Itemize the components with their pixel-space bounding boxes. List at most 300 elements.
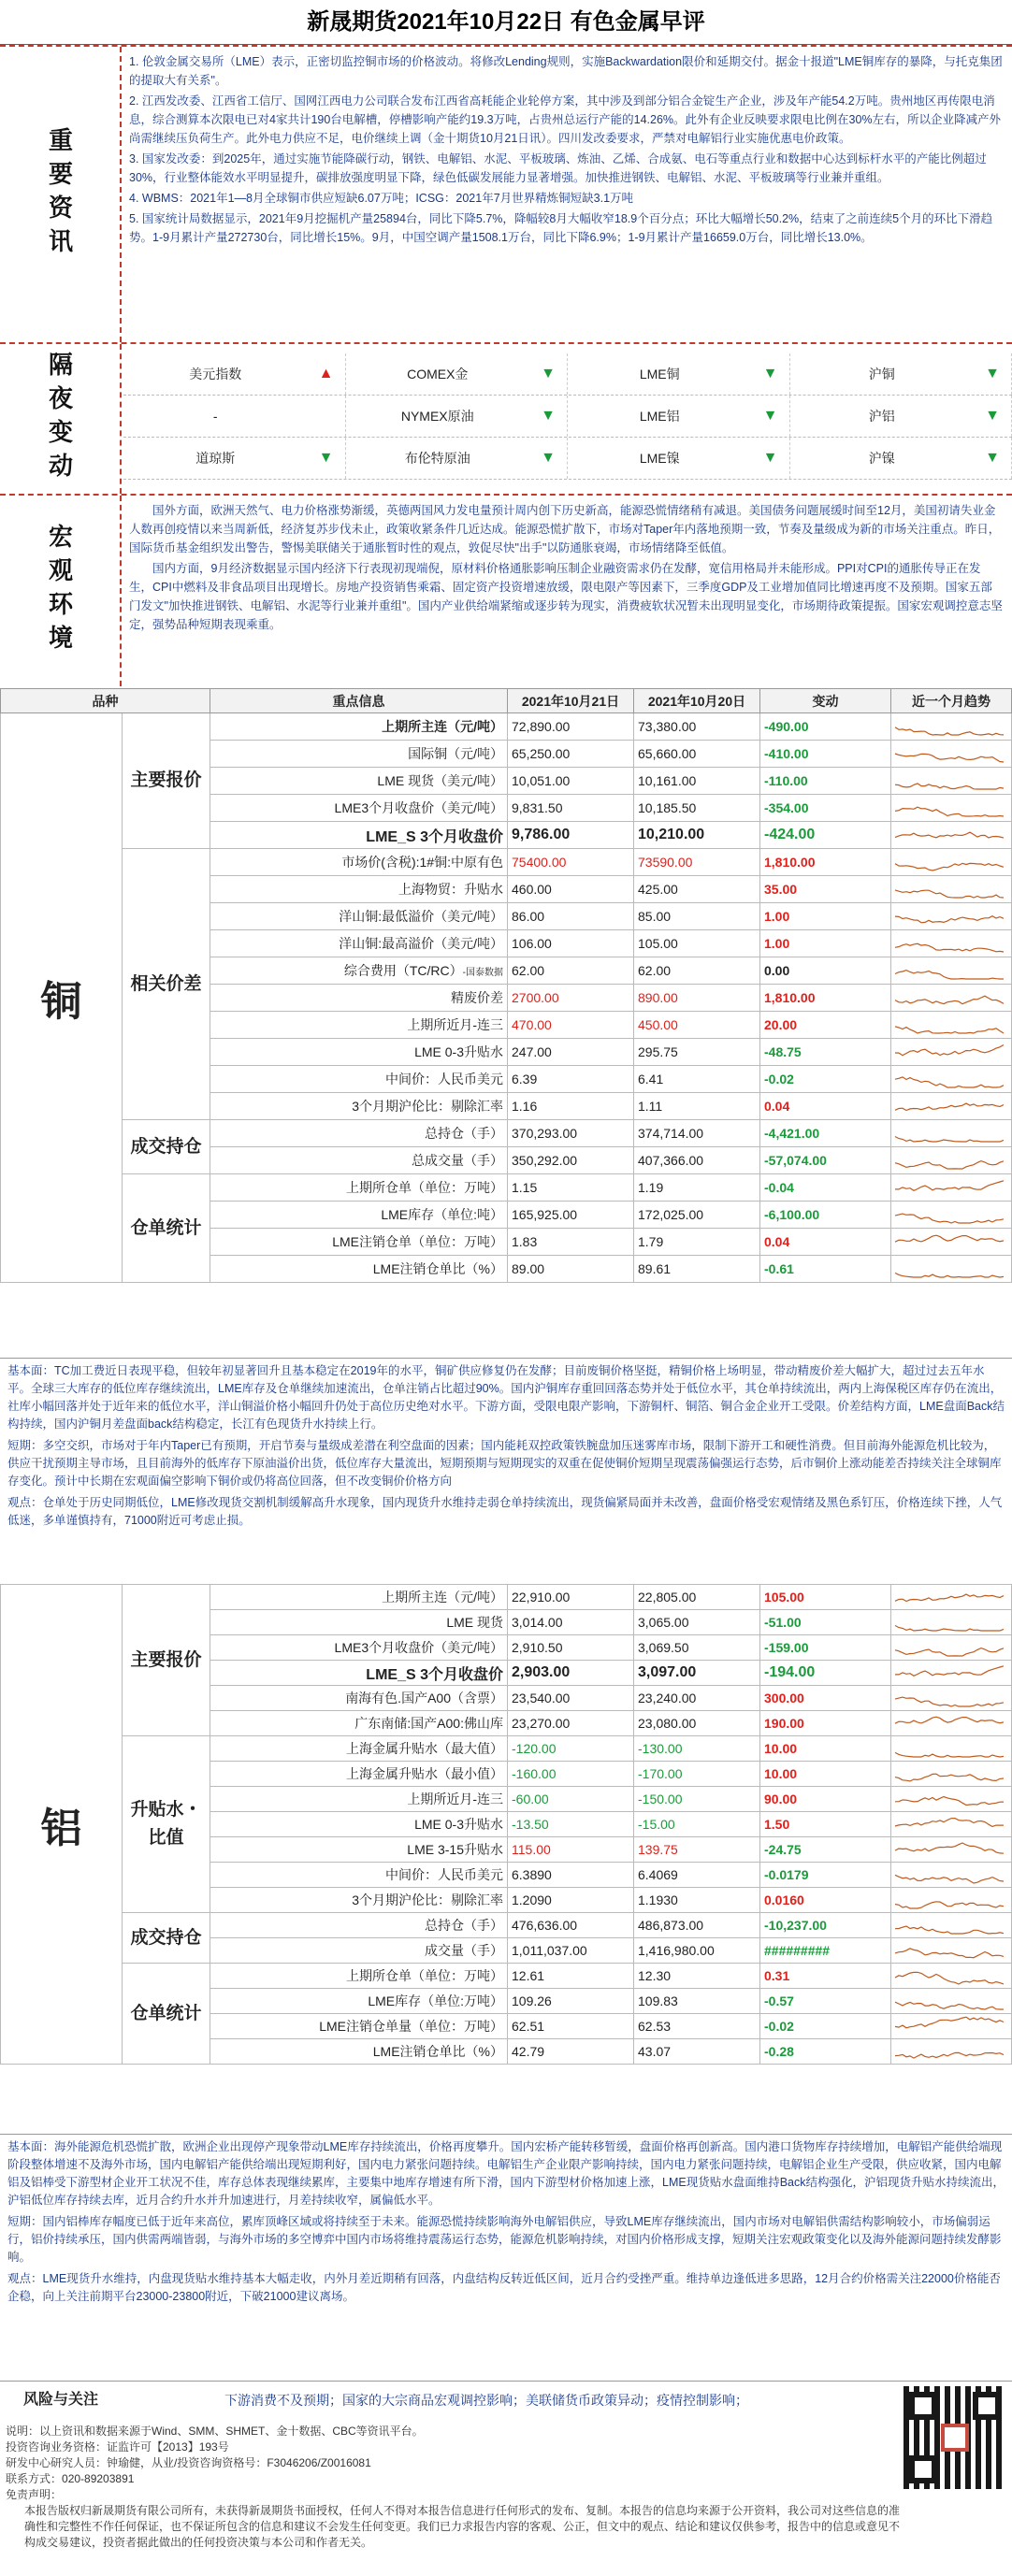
overnight-name: LME铜 bbox=[639, 367, 680, 381]
analysis-paragraph: 基本面：TC加工费近日表现平稳，但较年初显著回升且基本稳定在2019年的水平，铜矿供应修复仍在发酵；目前废铜价格坚挺，精铜价格上场明显，带动精废价差大幅扩大，超过过去五年水平。全球三大库存的低位库存继续流出，LME库存及仓单继续加速流出，仓单注销占比超过90%。国内沪铜库存重回回落态势并处于低位水平，其仓单持续流出，两内上海保税区库存仍在流出，社库小幅回落并处于近年来的低位水平，洋山铜溢价格小幅回升仍处于高位历史绝对水平。下游方面，受限电限产影响，下游铜杆、铜箔、铜合金企业开工受限。价差结构方面，LME盘面Back结构持续，国内沪铜月差盘面back结构稳定，长江有色现货升水持续上行。 bbox=[7, 1364, 1005, 1431]
trend-cell bbox=[891, 1989, 1012, 2014]
trend-cell bbox=[891, 795, 1012, 822]
trend-cell bbox=[891, 876, 1012, 903]
value-previous: 10,161.00 bbox=[634, 768, 760, 795]
item-label bbox=[210, 1938, 508, 1964]
item-label bbox=[210, 1762, 508, 1787]
macro-paragraph: 国内方面，9月经济数据显示国内经济下行表现初现端倪，原材料价格通胀影响压制企业融资需求仍在发酵，宽信用格局并未能形成。PPI对CPI的通胀传导正在发生，CPI中燃料及非食品项目出现增长。房地产投资销售乘霜、固定资产投资增速放缓，限电限产等因素下，三季度GDP及工业增加值同比增速再度不及预期。国家五部门发文"加快推进钢铁、电解铝、水泥等行业兼并重组"。国内产业供给端紧缩或逐步转为现实，消费疲软状况暂未出现明显变化，市场期待政策提振。国家宏观调控意志坚定，强势品种短期表现乘重。 bbox=[129, 562, 1003, 631]
trend-cell bbox=[891, 1736, 1012, 1762]
news-item: 3. 国家发改委：到2025年，通过实施节能降碳行动，钢铁、电解铝、水泥、平板玻璃、炼油、乙烯、合成氨、电石等重点行业和数据中心达到标杆水平的产能比例超过30%，行业整体能效水平明显提升，碳排放强度明显下降，绿色低碳发展能力显著增强。加快推进钢铁、电解铝、水泥、平板玻璃等行业兼并重组。 bbox=[129, 152, 987, 184]
aluminum-table bbox=[0, 1584, 1012, 2065]
value-change: 1,810.00 bbox=[760, 985, 891, 1012]
value-change: -110.00 bbox=[760, 768, 891, 795]
value-current: 1.15 bbox=[508, 1174, 634, 1202]
item-text: LME注销仓单（单位：万吨） bbox=[332, 1234, 503, 1249]
group-label: 相关价差 bbox=[123, 849, 210, 1120]
value-current: 9,786.00 bbox=[508, 822, 634, 849]
news-content bbox=[123, 47, 1008, 254]
value-previous: 3,069.50 bbox=[634, 1635, 760, 1661]
value-current: 12.61 bbox=[508, 1964, 634, 1989]
item-text: 总持仓（手） bbox=[425, 1918, 503, 1933]
trend-cell bbox=[891, 2014, 1012, 2039]
triangle-down-icon: ▼ bbox=[541, 366, 556, 381]
table-row bbox=[1, 1174, 1012, 1202]
trend-cell bbox=[891, 1147, 1012, 1174]
trend-cell bbox=[891, 985, 1012, 1012]
aluminum-notes bbox=[0, 2134, 1012, 2379]
item-text: LME3个月收盘价（美元/吨） bbox=[334, 800, 503, 815]
trend-cell bbox=[891, 1812, 1012, 1837]
value-change: -6,100.00 bbox=[760, 1202, 891, 1229]
value-current: 247.00 bbox=[508, 1039, 634, 1066]
item-label bbox=[210, 1863, 508, 1888]
overnight-name: 沪铜 bbox=[868, 367, 895, 381]
item-text: 上期所仓单（单位：万吨） bbox=[346, 1968, 503, 1983]
overnight-name: 布伦特原油 bbox=[404, 451, 470, 466]
overnight-cell bbox=[568, 396, 790, 437]
triangle-down-icon: ▼ bbox=[985, 450, 1000, 466]
group-label: 仓单统计 bbox=[123, 1174, 210, 1283]
item-label bbox=[210, 1120, 508, 1147]
item-label bbox=[210, 2039, 508, 2065]
value-previous: 62.53 bbox=[634, 2014, 760, 2039]
item-text: 上期所近月-连三 bbox=[407, 1792, 503, 1806]
triangle-down-icon: ▼ bbox=[318, 450, 334, 466]
value-current: 75400.00 bbox=[508, 849, 634, 876]
trend-sparkline bbox=[891, 1938, 1011, 1963]
value-change: 1,810.00 bbox=[760, 849, 891, 876]
overnight-name: 道琼斯 bbox=[195, 451, 236, 466]
trend-cell bbox=[891, 1938, 1012, 1964]
value-current: -120.00 bbox=[508, 1736, 634, 1762]
value-current: 2,903.00 bbox=[508, 1661, 634, 1686]
group-label: 主要报价 bbox=[123, 1585, 210, 1736]
item-label bbox=[210, 1989, 508, 2014]
value-current: 3,014.00 bbox=[508, 1610, 634, 1635]
item-label bbox=[210, 930, 508, 957]
item-text: 南海有色.国产A00（含票） bbox=[345, 1691, 503, 1705]
table-header-cell: 重点信息 bbox=[210, 689, 508, 713]
table-row bbox=[1, 1585, 1012, 1610]
item-label bbox=[210, 985, 508, 1012]
overnight-row bbox=[123, 396, 1012, 438]
item-label bbox=[210, 1661, 508, 1686]
value-previous: 6.41 bbox=[634, 1066, 760, 1093]
news-item: 4. WBMS：2021年1—8月全球铜市供应短缺6.07万吨；ICSG：2021年7月世界精炼铜短缺3.1万吨 bbox=[129, 192, 634, 205]
analysis-paragraph: 短期：国内铝棒库存幅度已低于近年来高位，累库顶峰区域或将持续至于未来。能源恐慌持续影响海外电解铝供应，导致LME库存继续流出，国内市场对电解铝供需结构影响较小，市场偏弱运行，铝价持续承压，国内供需两端皆弱，与海外市场的多空博弈中国内市场将维持震荡运行态势，能源危机影响持续，对国内价格形成支撑，短期关注宏观政策变化以及海外能源问题持续发酵影响。 bbox=[7, 2215, 1002, 2264]
value-change: -490.00 bbox=[760, 713, 891, 741]
overnight-cell bbox=[568, 438, 790, 479]
item-label bbox=[210, 1711, 508, 1736]
overnight-name: COMEX金 bbox=[407, 367, 469, 381]
trend-cell bbox=[891, 849, 1012, 876]
trend-cell bbox=[891, 1711, 1012, 1736]
value-previous: 1.19 bbox=[634, 1174, 760, 1202]
trend-sparkline bbox=[891, 1837, 1011, 1862]
trend-sparkline bbox=[891, 1686, 1011, 1710]
trend-sparkline bbox=[891, 1711, 1011, 1735]
value-previous: 3,097.00 bbox=[634, 1661, 760, 1686]
value-previous: 139.75 bbox=[634, 1837, 760, 1863]
item-label bbox=[210, 1686, 508, 1711]
news-item: 2. 江西发改委、江西省工信厅、国网江西电力公司联合发布江西省高耗能企业轮停方案，其中涉及到部分铝合金锭生产企业，涉及年产能54.2万吨。贵州地区再传限电消息，综合测算本次限电已对4家共计190台电解槽，停槽影响产能约19.3万吨，占贵州总运行产能的14.26%。此外有企业反映要求限电比例在30%左右，所以企业降减产外尚需继续压负荷生产。此外电力供应不足，电价继续上调（金十期货10月21日讯）。四川发改委要求，严禁对电解铝行业实施优惠电价政策。 bbox=[129, 94, 1002, 145]
metal-name: 铝 bbox=[1, 1585, 123, 2065]
group-label: 仓单统计 bbox=[123, 1964, 210, 2065]
value-previous: 450.00 bbox=[634, 1012, 760, 1039]
trend-sparkline bbox=[891, 1736, 1011, 1761]
macro-content bbox=[123, 496, 1008, 641]
trend-cell bbox=[891, 1787, 1012, 1812]
overnight-name: 沪铝 bbox=[868, 409, 895, 424]
value-current: 350,292.00 bbox=[508, 1147, 634, 1174]
trend-sparkline bbox=[891, 741, 1011, 766]
trend-cell bbox=[891, 1661, 1012, 1686]
value-previous: 1.1930 bbox=[634, 1888, 760, 1913]
value-previous: 374,714.00 bbox=[634, 1120, 760, 1147]
metal-name: 铜 bbox=[1, 713, 123, 1283]
value-current: 6.39 bbox=[508, 1066, 634, 1093]
value-current: 460.00 bbox=[508, 876, 634, 903]
trend-cell bbox=[891, 2039, 1012, 2065]
footer-author: 研发中心研究人员：钟瑜健，从业/投资咨询资格号：F3046206/Z0016081 bbox=[6, 2456, 371, 2469]
value-change: 105.00 bbox=[760, 1585, 891, 1610]
item-text: 洋山铜:最低溢价（美元/吨） bbox=[339, 909, 503, 924]
trend-sparkline bbox=[891, 1585, 1011, 1609]
trend-sparkline bbox=[891, 1635, 1011, 1660]
value-change: -424.00 bbox=[760, 822, 891, 849]
overnight-row bbox=[123, 438, 1012, 480]
item-text: LME_S 3个月收盘价 bbox=[366, 828, 503, 845]
value-current: 476,636.00 bbox=[508, 1913, 634, 1938]
value-current: 1.83 bbox=[508, 1229, 634, 1256]
item-label bbox=[210, 1837, 508, 1863]
value-current: 62.00 bbox=[508, 957, 634, 985]
trend-cell bbox=[891, 1762, 1012, 1787]
trend-sparkline bbox=[891, 986, 1011, 1010]
item-text: 总成交量（手） bbox=[412, 1153, 503, 1168]
value-previous: 43.07 bbox=[634, 2039, 760, 2065]
table-row bbox=[1, 1913, 1012, 1938]
value-change: 35.00 bbox=[760, 876, 891, 903]
trend-cell bbox=[891, 1256, 1012, 1283]
trend-cell bbox=[891, 930, 1012, 957]
value-previous: 85.00 bbox=[634, 903, 760, 930]
item-text: LME库存（单位:吨） bbox=[381, 1207, 503, 1222]
table-header-cell: 近一个月趋势 bbox=[891, 689, 1012, 713]
triangle-down-icon: ▼ bbox=[762, 450, 778, 466]
overnight-name: 美元指数 bbox=[189, 367, 242, 381]
group-label: 成交持仓 bbox=[123, 1120, 210, 1174]
trend-cell bbox=[891, 1964, 1012, 1989]
value-change: 0.31 bbox=[760, 1964, 891, 1989]
trend-sparkline bbox=[891, 714, 1011, 739]
item-label bbox=[210, 1229, 508, 1256]
trend-sparkline bbox=[891, 1257, 1011, 1281]
table-row bbox=[1, 1964, 1012, 1989]
value-current: 2,910.50 bbox=[508, 1635, 634, 1661]
value-previous: 10,185.50 bbox=[634, 795, 760, 822]
table-header-cell: 品种 bbox=[1, 689, 210, 713]
value-change: -0.04 bbox=[760, 1174, 891, 1202]
value-current: 89.00 bbox=[508, 1256, 634, 1283]
value-previous: 12.30 bbox=[634, 1964, 760, 1989]
value-current: 65,250.00 bbox=[508, 741, 634, 768]
macro-paragraph: 国外方面，欧洲天然气、电力价格涨势渐缓，英德两国风力发电量预计周内创下历史新高，能源恐慌情绪稍有减退。美国债务问题展缓时间至12月，美国初请失业金人数再创疫情以来当周新低，经济复苏步伐未止，政策收紧条件几近达成。能源恐慌扩散下，市场对Taper年内落地预期一致，节奏及量级成为新的市场关注重点。昨日，国际货币基金组织发出警告，警惕美联储关于通胀暂时性的观点，敦促尽快"出手"以防通胀衰竭，市场情绪降至低值。 bbox=[129, 504, 1001, 554]
value-change: -24.75 bbox=[760, 1837, 891, 1863]
item-text: LME 0-3升贴水 bbox=[414, 1044, 503, 1059]
value-change: ######### bbox=[760, 1938, 891, 1964]
value-previous: 1.11 bbox=[634, 1093, 760, 1120]
triangle-up-icon: ▲ bbox=[318, 366, 334, 381]
item-note: -国泰数据 bbox=[462, 968, 503, 978]
value-previous: 73,380.00 bbox=[634, 713, 760, 741]
value-change: -48.75 bbox=[760, 1039, 891, 1066]
table-header bbox=[1, 689, 1012, 713]
value-change: -4,421.00 bbox=[760, 1120, 891, 1147]
news-label: 重要资讯 bbox=[0, 47, 122, 342]
item-label bbox=[210, 795, 508, 822]
value-current: 1.2090 bbox=[508, 1888, 634, 1913]
analysis-paragraph: 观点：仓单处于历史同期低位，LME修改现货交割机制缓解高升水现象，国内现货升水维持走弱仓单持续流出，现货偏紧局面并未改善，盘面价格受宏观情绪及黑色系钉压，价格连续下挫，人气低迷，多单谨慎持有，71000附近可考虑止损。 bbox=[7, 1496, 1003, 1527]
trend-sparkline bbox=[891, 823, 1011, 847]
value-current: 6.3890 bbox=[508, 1863, 634, 1888]
trend-sparkline bbox=[891, 1148, 1011, 1173]
triangle-down-icon: ▼ bbox=[985, 366, 1000, 381]
value-previous: -150.00 bbox=[634, 1787, 760, 1812]
item-label bbox=[210, 1736, 508, 1762]
trend-sparkline bbox=[891, 2014, 1011, 2038]
item-text: 3个月期沪伦比：剔除汇率 bbox=[352, 1892, 503, 1907]
item-label bbox=[210, 1812, 508, 1837]
overnight-cell bbox=[123, 438, 346, 479]
value-change: 300.00 bbox=[760, 1686, 891, 1711]
value-change: 20.00 bbox=[760, 1012, 891, 1039]
risk-text: 下游消费不及预期；国家的大宗商品宏观调控影响；美联储货币政策异动；疫情控制影响； bbox=[224, 2393, 748, 2408]
value-current: 23,270.00 bbox=[508, 1711, 634, 1736]
value-current: 10,051.00 bbox=[508, 768, 634, 795]
item-text: 中间价：人民币美元 bbox=[385, 1072, 503, 1087]
value-previous: 62.00 bbox=[634, 957, 760, 985]
value-change: -194.00 bbox=[760, 1661, 891, 1686]
trend-cell bbox=[891, 1686, 1012, 1711]
group-label: 主要报价 bbox=[123, 713, 210, 849]
value-previous: -170.00 bbox=[634, 1762, 760, 1787]
trend-cell bbox=[891, 1066, 1012, 1093]
table-row bbox=[1, 1120, 1012, 1147]
value-previous: 73590.00 bbox=[634, 849, 760, 876]
value-current: 23,540.00 bbox=[508, 1686, 634, 1711]
value-change: -51.00 bbox=[760, 1610, 891, 1635]
value-current: 2700.00 bbox=[508, 985, 634, 1012]
trend-sparkline bbox=[891, 958, 1011, 983]
trend-cell bbox=[891, 1174, 1012, 1202]
trend-cell bbox=[891, 1863, 1012, 1888]
value-previous: 486,873.00 bbox=[634, 1913, 760, 1938]
overnight-cell bbox=[790, 353, 1012, 395]
macro-section bbox=[0, 494, 1012, 686]
trend-sparkline bbox=[891, 2039, 1011, 2064]
overnight-cell bbox=[790, 438, 1012, 479]
trend-cell bbox=[891, 1093, 1012, 1120]
item-text: LME注销仓单比（%） bbox=[372, 2044, 503, 2059]
item-label bbox=[210, 1066, 508, 1093]
value-current: 109.26 bbox=[508, 1989, 634, 2014]
trend-sparkline bbox=[891, 1787, 1011, 1811]
item-label bbox=[210, 1174, 508, 1202]
item-label bbox=[210, 1635, 508, 1661]
value-previous: 109.83 bbox=[634, 1989, 760, 2014]
overnight-cell bbox=[123, 353, 346, 395]
trend-sparkline bbox=[891, 1762, 1011, 1786]
value-previous: 23,080.00 bbox=[634, 1711, 760, 1736]
value-previous: 3,065.00 bbox=[634, 1610, 760, 1635]
footer-disclaimer: 本报告版权归新晟期货有限公司所有，未获得新晟期货书面授权，任何人不得对本报告信息进行任何形式的发布、复制。本报告的信息均来源于公开资料，我公司对这些信息的准确性和完整性不作任何保证，也不保证所包含的信息和建议不会发生任何变更。我们已力求报告内容的客观、公正，但文中的观点、结论和建议仅供参考，报告中的信息或意见不构成交易建议，投资者据此做出的任何投资决策与本公司和作者无关。 bbox=[24, 2504, 901, 2549]
value-current: 86.00 bbox=[508, 903, 634, 930]
value-change: 1.00 bbox=[760, 903, 891, 930]
footer-contact-label: 联系方式： bbox=[6, 2472, 63, 2485]
trend-sparkline bbox=[891, 1964, 1011, 1988]
value-change: -0.02 bbox=[760, 2014, 891, 2039]
item-label bbox=[210, 2014, 508, 2039]
footer bbox=[0, 2424, 1012, 2551]
trend-cell bbox=[891, 1229, 1012, 1256]
item-label bbox=[210, 741, 508, 768]
value-change: 0.04 bbox=[760, 1229, 891, 1256]
trend-cell bbox=[891, 1610, 1012, 1635]
item-text: LME库存（单位:万吨） bbox=[368, 1993, 503, 2008]
overnight-name: - bbox=[212, 409, 218, 424]
value-current: 62.51 bbox=[508, 2014, 634, 2039]
trend-sparkline bbox=[891, 1230, 1011, 1254]
trend-sparkline bbox=[891, 1040, 1011, 1064]
trend-cell bbox=[891, 1635, 1012, 1661]
value-current: 115.00 bbox=[508, 1837, 634, 1863]
triangle-down-icon: ▼ bbox=[985, 408, 1000, 424]
value-previous: 172,025.00 bbox=[634, 1202, 760, 1229]
value-current: -13.50 bbox=[508, 1812, 634, 1837]
item-label bbox=[210, 1964, 508, 1989]
item-label bbox=[210, 1202, 508, 1229]
item-label bbox=[210, 1787, 508, 1812]
value-previous: 1,416,980.00 bbox=[634, 1938, 760, 1964]
value-previous: 23,240.00 bbox=[634, 1686, 760, 1711]
trend-cell bbox=[891, 1913, 1012, 1938]
overnight-name: LME镍 bbox=[639, 451, 680, 466]
triangle-down-icon: ▼ bbox=[762, 408, 778, 424]
macro-label: 宏观环境 bbox=[0, 496, 122, 686]
value-change: -0.61 bbox=[760, 1256, 891, 1283]
overnight-section bbox=[0, 342, 1012, 494]
item-text: LME注销仓单量（单位：万吨） bbox=[319, 2019, 503, 2034]
overnight-name: NYMEX原油 bbox=[400, 409, 474, 424]
value-change: 0.0160 bbox=[760, 1888, 891, 1913]
value-current: 42.79 bbox=[508, 2039, 634, 2065]
item-label bbox=[210, 1039, 508, 1066]
table-row bbox=[1, 849, 1012, 876]
trend-sparkline bbox=[891, 1661, 1011, 1685]
footer-phone: 020-89203891 bbox=[62, 2472, 135, 2485]
item-text: 市场价(含税):1#铜:中原有色 bbox=[341, 855, 503, 870]
item-text: 上海金属升贴水（最大值） bbox=[346, 1741, 503, 1756]
group-label: 升贴水・比值 bbox=[123, 1736, 210, 1913]
overnight-cell bbox=[346, 438, 569, 479]
news-item: 1. 伦敦金属交易所（LME）表示，正密切监控铜市场的价格波动。将修改Lending规则，实施Backwardation限价和延期交付。据金十报道"LME铜库存的暴降，与托克集团的提取大有关系"。 bbox=[129, 55, 1003, 87]
trend-sparkline bbox=[891, 904, 1011, 928]
triangle-down-icon: ▼ bbox=[541, 408, 556, 424]
item-text: LME注销仓单比（%） bbox=[372, 1261, 503, 1276]
value-change: -57,074.00 bbox=[760, 1147, 891, 1174]
value-previous: 1.79 bbox=[634, 1229, 760, 1256]
trend-cell bbox=[891, 903, 1012, 930]
value-change: -0.02 bbox=[760, 1066, 891, 1093]
item-label bbox=[210, 1147, 508, 1174]
value-change: 90.00 bbox=[760, 1787, 891, 1812]
risk-label: 风险与关注 bbox=[22, 2392, 98, 2408]
trend-sparkline bbox=[891, 1913, 1011, 1937]
item-label bbox=[210, 1585, 508, 1610]
trend-sparkline bbox=[891, 1067, 1011, 1091]
trend-cell bbox=[891, 741, 1012, 768]
trend-cell bbox=[891, 957, 1012, 985]
trend-cell bbox=[891, 768, 1012, 795]
item-text: 总持仓（手） bbox=[425, 1126, 503, 1141]
footer-sources: 说明：以上资讯和数据来源于Wind、SMM、SHMET、金十数据、CBC等资讯平台。 bbox=[6, 2425, 424, 2438]
overnight-cell bbox=[790, 396, 1012, 437]
value-current: 72,890.00 bbox=[508, 713, 634, 741]
trend-cell bbox=[891, 1012, 1012, 1039]
value-current: 1,011,037.00 bbox=[508, 1938, 634, 1964]
value-change: 1.00 bbox=[760, 930, 891, 957]
item-text: 上海物贸：升贴水 bbox=[398, 882, 503, 897]
value-previous: -130.00 bbox=[634, 1736, 760, 1762]
trend-sparkline bbox=[891, 850, 1011, 874]
value-previous: 105.00 bbox=[634, 930, 760, 957]
item-text: LME 现货 bbox=[446, 1615, 503, 1630]
value-change: -10,237.00 bbox=[760, 1913, 891, 1938]
value-previous: 65,660.00 bbox=[634, 741, 760, 768]
value-previous: 22,805.00 bbox=[634, 1585, 760, 1610]
qr-code-icon bbox=[904, 2386, 1006, 2489]
item-text: 洋山铜:最高溢价（美元/吨） bbox=[339, 936, 503, 951]
overnight-cell bbox=[346, 353, 569, 395]
item-label bbox=[210, 1012, 508, 1039]
copper-notes bbox=[0, 1358, 1012, 1582]
item-label bbox=[210, 1256, 508, 1283]
item-text: 成交量（手） bbox=[425, 1943, 503, 1958]
value-change: -0.0179 bbox=[760, 1863, 891, 1888]
value-current: 1.16 bbox=[508, 1093, 634, 1120]
trend-sparkline bbox=[891, 1013, 1011, 1037]
trend-cell bbox=[891, 1202, 1012, 1229]
item-text: 3个月期沪伦比：剔除汇率 bbox=[352, 1099, 503, 1114]
item-label bbox=[210, 1610, 508, 1635]
trend-sparkline bbox=[891, 1610, 1011, 1634]
overnight-name: LME铝 bbox=[639, 409, 680, 424]
item-text: LME 现货（美元/吨） bbox=[377, 773, 503, 788]
item-text: 上期所主连（元/吨） bbox=[382, 1590, 503, 1605]
item-label bbox=[210, 903, 508, 930]
footer-license: 投资咨询业务资格：证监许可【2013】193号 bbox=[6, 2440, 229, 2454]
news-section bbox=[0, 45, 1012, 342]
value-change: -0.57 bbox=[760, 1989, 891, 2014]
value-change: 0.00 bbox=[760, 957, 891, 985]
trend-sparkline bbox=[891, 877, 1011, 901]
overnight-cell bbox=[346, 396, 569, 437]
value-current: 22,910.00 bbox=[508, 1585, 634, 1610]
triangle-down-icon: ▼ bbox=[762, 366, 778, 381]
news-item: 5. 国家统计局数据显示，2021年9月挖掘机产量25894台，同比下降5.7%，降幅较8月大幅收窄18.9个百分点；环比大幅增长50.2%，结束了之前连续5个月的环比下滑趋势。1-9月累计产量272730台，同比增长15%。9月，中国空调产量1508.1万台，同比下降6.9%；1-9月累计产量16659.0万台，同比增长13.0%。 bbox=[129, 212, 993, 244]
value-change: 190.00 bbox=[760, 1711, 891, 1736]
